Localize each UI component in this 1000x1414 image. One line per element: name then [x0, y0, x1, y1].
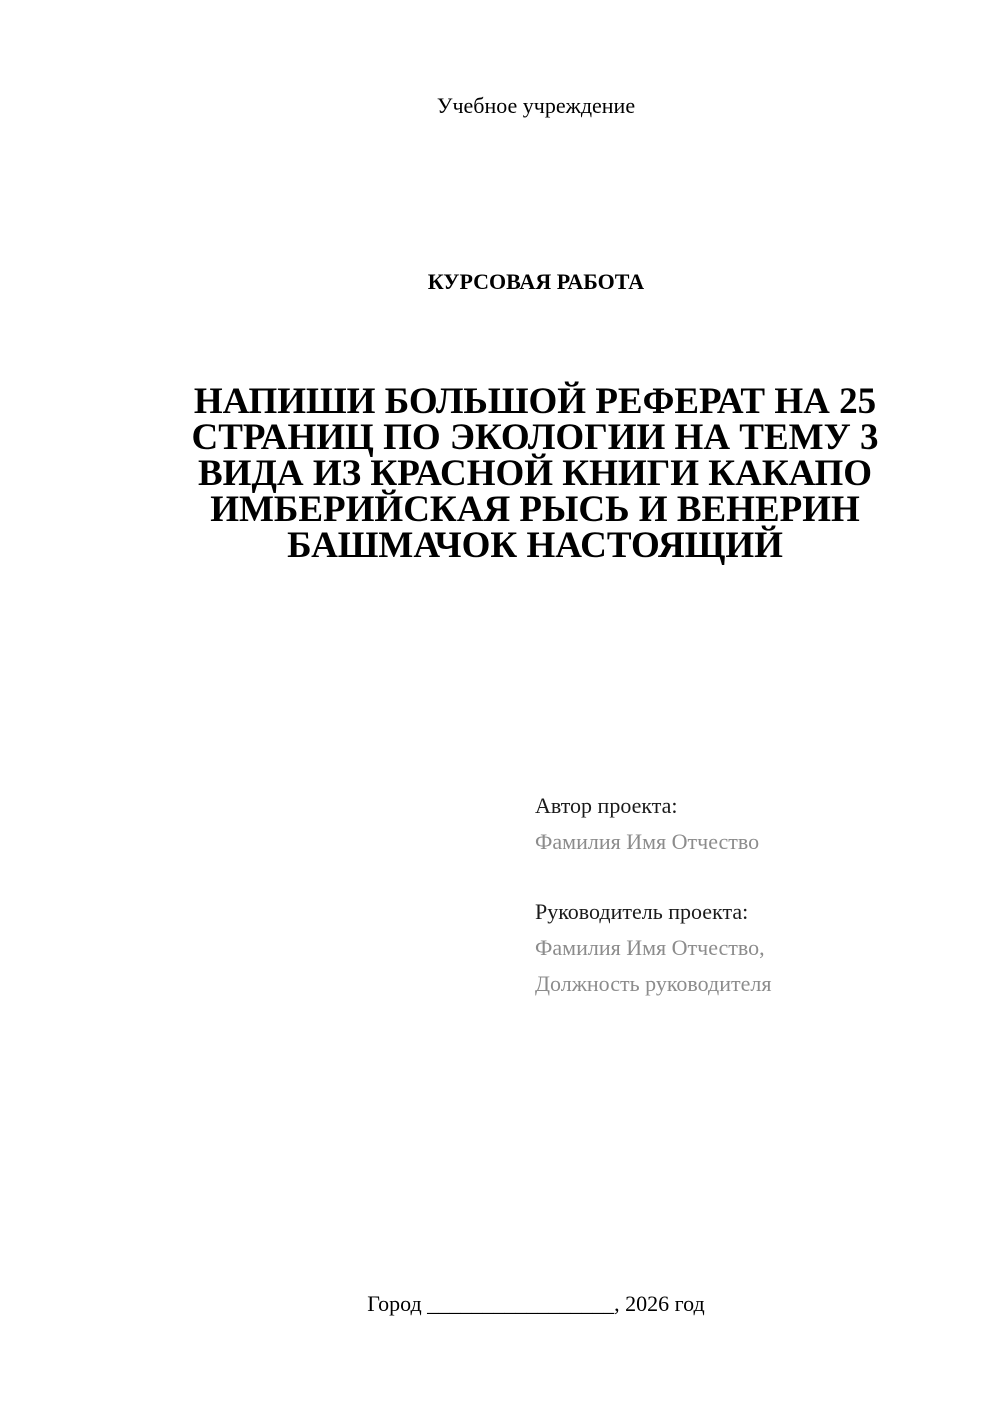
supervisor-name: Фамилия Имя Отчество,	[535, 935, 765, 960]
author-name: Фамилия Имя Отчество	[535, 829, 760, 854]
author-label: Автор проекта:	[535, 793, 678, 818]
work-title	[150, 381, 920, 566]
work-title-line: БАШМАЧОК НАСТОЯЩИЙ	[287, 525, 783, 566]
work-type-heading: КУРСОВАЯ РАБОТА	[427, 269, 645, 294]
credits-spacer	[535, 860, 975, 894]
credits-block	[535, 788, 975, 1002]
work-title-line: СТРАНИЦ ПО ЭКОЛОГИИ НА ТЕМУ 3	[191, 417, 879, 458]
work-title-line: НАПИШИ БОЛЬШОЙ РЕФЕРАТ НА 25	[193, 381, 877, 422]
work-title-line: ВИДА ИЗ КРАСНОЙ КНИГИ КАКАПО	[197, 453, 873, 494]
work-title-line: ИМБЕРИЙСКАЯ РЫСЬ И ВЕНЕРИН	[210, 489, 860, 530]
supervisor-label: Руководитель проекта:	[535, 899, 749, 924]
institution-name: Учебное учреждение	[436, 93, 636, 118]
supervisor-position: Должность руководителя	[535, 971, 772, 996]
city-year-footer: Город _________________, 2026 год	[367, 1291, 705, 1316]
